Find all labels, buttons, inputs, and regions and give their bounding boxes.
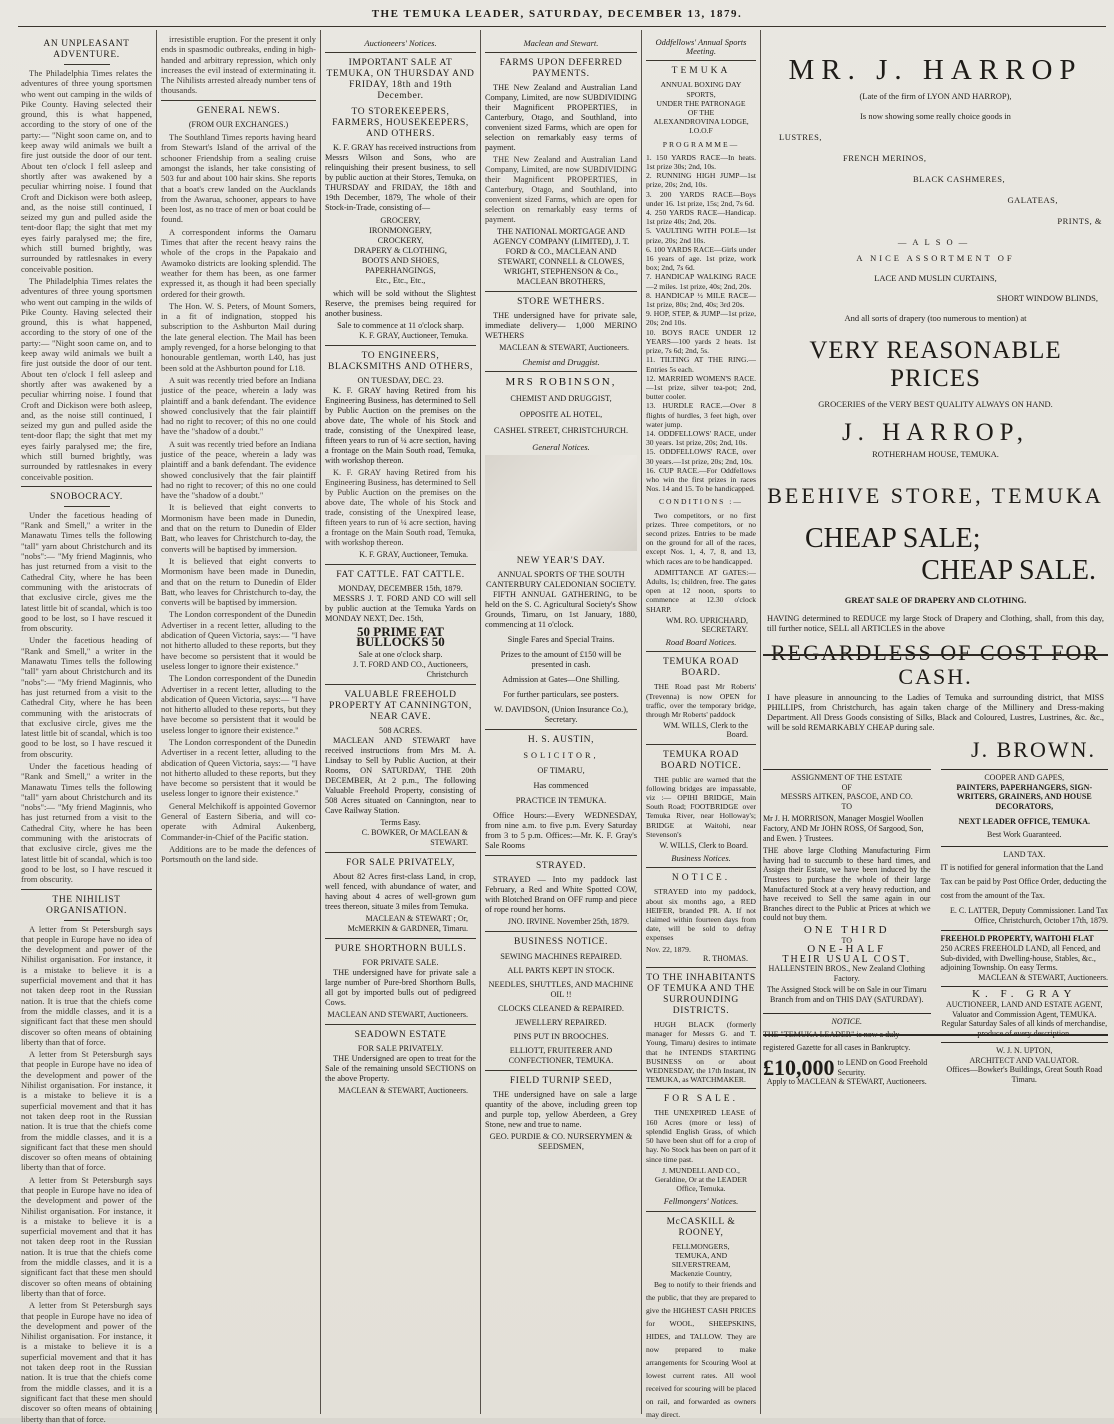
divider bbox=[646, 651, 756, 652]
event-list bbox=[646, 153, 756, 494]
ad-text: Office Hours:—Every WEDNESDAY, from nine a.m. to five p.m. Every Saturday from 3 to 5 p.m. Offices:—Mr. K. F. Gray's Sale Rooms bbox=[485, 811, 637, 850]
ad-heading: NEW YEAR'S DAY. bbox=[516, 556, 606, 566]
article-text: Under the facetious heading of "Rank and Smell," a writer in the Manawatu Times tells the following "tall" yarn about Christchurch and its "nobs":— "My friend Maginnis, who has just returned from a visit to the Cathedral City, where he has been communing with the aristocrats of that exclusive circle, gives me the latest little bit of scandal, which is too good to be lost, so I have rescued it from obscurity. bbox=[21, 509, 152, 634]
ad-line: ALL PARTS KEPT IN STOCK. bbox=[507, 966, 615, 975]
ad-text: —ALSO— bbox=[897, 237, 974, 247]
ad-text: GROCERIES of the VERY BEST QUALITY ALWAYS ON HAND. bbox=[818, 399, 1053, 409]
ad-separator bbox=[763, 1034, 1108, 1036]
event-item: 9. HOP, STEP, & JUMP—1st prize, 20s; 2nd 10s. bbox=[646, 309, 756, 328]
ad-text: to LEND on Good Freehold Security. bbox=[837, 1058, 928, 1077]
ad-line: TEMUKA, AND SILVERSTREAM, bbox=[671, 1250, 731, 1269]
ad-text: FIFTH ANNUAL GATHERING, to be held on the S. C. Agricultural Society's Show Grounds, Timaru, on 1st January, 1880, commencing at 11 o'clock. bbox=[485, 590, 637, 629]
lower-ads-left bbox=[763, 769, 931, 1087]
article-text: The London correspondent of the Dunedin Advertiser in a recent letter, alluding to the abdication of Queen Victoria, says:— "I have not hitherto alluded to these reports, but they have become so persistent that it would be useless longer to ignore their existence." bbox=[161, 673, 316, 735]
article-text: General Melchikoff is appointed Governor General of Eastern Siberia, and will co-operate with Admiral Aukenberg, Commander-in-Chief of the Pacific station. bbox=[161, 800, 316, 842]
ad-text: 508 ACRES. bbox=[379, 726, 422, 735]
ad-line: Single Fares and Special Trains. bbox=[507, 635, 615, 644]
ad-text: THE undersigned have for private sale a large number of Pure-bred Shorthorn Bulls, all got by imported bulls out of pedigreed Cows. bbox=[325, 968, 476, 1007]
ad-text: THE undersigned have for private sale, immediate delivery— 1,000 MERINO WETHERS bbox=[485, 311, 637, 340]
ad-text: STRAYED — Into my paddock last February, a Red and White Spotted COW, with Blotched Brand on OFF rump and piece of rope round her horns. bbox=[485, 875, 637, 914]
ad-signature: WM. WILLS, Clerk to the Board. bbox=[663, 721, 748, 740]
ad-heading: IMPORTANT SALE AT TEMUKA, ON THURSDAY AND FRIDAY, 18th and 19th December. bbox=[326, 58, 475, 101]
ad-headline: CHEAP SALE. bbox=[921, 555, 1096, 586]
ad-text: HAVING determined to REDUCE my large Stock of Drapery and Clothing, shall, from this day, till further notice, SELL all ARTICLES in the above bbox=[767, 613, 1104, 633]
article-text: The Southland Times reports having heard from Stewart's Island of the arrival of the schooner Friendship from a sealing cruise amongst the islands, her take consisting of 503 fur and about 100 hair skins. She reports that a boat's crew landed on the Aucklands from the Awarua, schooner, appears to have been lost, as no trace of men or boat could be found. bbox=[161, 132, 316, 225]
article-text: irresistible eruption. For the present it only ends in spasmodic outbreaks, ending in high-handed and arbitrary repression, which only increases the evil instead of exterminating it. The Nihilists arrested already number tens of thousands. bbox=[161, 34, 316, 96]
heading-rule bbox=[64, 920, 110, 921]
ad-headline: ONE-HALF bbox=[807, 943, 887, 956]
ad-signature: E. C. LATTER, Deputy Commissioner. Land Tax Office, Christchurch, October 17th, 1879. bbox=[950, 906, 1108, 925]
ad-headline: THEIR USUAL COST. bbox=[782, 953, 912, 965]
ad-subheading: FOR PRIVATE SALE. bbox=[362, 958, 439, 967]
section-label: Road Board Notices. bbox=[665, 637, 737, 648]
column-4 bbox=[482, 34, 640, 1412]
ad-text: THE Road past Mr Roberts' (Trevenna) is now OPEN for traffic, over the temporary bridge, through Mr Roberts' paddock bbox=[646, 682, 756, 719]
article-text: Additions are to be made the defences of Portsmouth on the land side. bbox=[161, 843, 316, 865]
ad-headline: CHEAP SALE; bbox=[805, 523, 981, 554]
ad-list-item: CROCKERY, bbox=[377, 236, 424, 245]
ad-signature: ELLIOTT, FRUITERER AND CONFECTIONER, TEMUKA. bbox=[508, 1046, 614, 1065]
article-text: Under the facetious heading of "Rank and Smell," a writer in the Manawatu Times tells the following "tall" yarn about Christchurch and its "nobs":— "My friend Maginnis, who has just returned from a visit to the Cathedral City, where he has been communing with the aristocrats of that exclusive circle, gives me the latest little bit of scandal, which is too good to be lost, so I have rescued it from obscurity. bbox=[21, 635, 152, 759]
article-text: The Philadelphia Times relates the adventures of three young sportsmen who went out camping in the wilds of Pike County. Having selected their ground, this is what happened, according to the story of one of the party:— "Night soon came on, and to keep away wild animals we built a fire just outside the door of our tent. About ten o'clock I fell asleep and shortly after was awakened by a peculiar whirring noise. I found that Croft and Dickison were both asleep, and, as the noise still continued, I seized my gun and pulled aside the tent-door flap; the sight that met my eyes fairly paralysed me; the fire, which still burned brightly, was surrounded by rattlesnakes in every conceivable position. bbox=[21, 68, 152, 274]
ad-line: CASHEL STREET, CHRISTCHURCH. bbox=[493, 426, 629, 435]
ad-text: which will be sold without the Slightest Reserve, the premises being required for another business. bbox=[325, 289, 476, 318]
article-text: A letter from St Petersburgh says that people in Europe have no idea of the development and power of the Nihilist organisation. For instance, it is a mistake to believe it is a superficial movement and that it has not taken deep root in the Russian nation. It is true that the chiefs come from the middle classes, and it is a significant fact that these men should discover so often means of obtaining liberty than that of force. bbox=[21, 1049, 152, 1173]
event-item: 13. HURDLE RACE.—Over 8 flights of hurdles, 3 feet high, over water jump. bbox=[646, 401, 756, 429]
ad-headline: J. HARROP, bbox=[841, 419, 1030, 446]
ad-line: Mackenzie Country, bbox=[670, 1269, 732, 1279]
section-label: Chemist and Druggist. bbox=[522, 357, 600, 367]
ad-separator bbox=[763, 654, 1108, 656]
ad-heading: FARMS UPON DEFERRED PAYMENTS. bbox=[499, 58, 623, 79]
ad-signature: K. F. GRAY, Auctioneer, Temuka. bbox=[359, 550, 468, 559]
ad-text: PAINTERS, PAPERHANGERS, SIGN-WRITERS, GRAINERS, AND HOUSE DECORATORS, bbox=[956, 782, 1093, 811]
ad-heading: STRAYED. bbox=[535, 861, 587, 871]
ad-text: THE Undersigned are open to treat for the Sale of the remaining unsold SECTIONS on the above Property. bbox=[325, 1054, 476, 1083]
event-item: 2. RUNNING HIGH JUMP—1st prize, 20s; 2nd, 10s. bbox=[646, 171, 756, 190]
divider bbox=[325, 938, 476, 939]
ad-heading: TEMUKA ROAD BOARD. bbox=[662, 657, 739, 679]
ad-line: PINS PUT IN BROOCHES. bbox=[513, 1032, 609, 1041]
goods-item: BLACK CASHMERES, bbox=[913, 174, 1006, 184]
ad-signature: W. WILLS, Clerk to Board. bbox=[659, 841, 748, 851]
divider bbox=[646, 867, 756, 868]
ad-text: THE undersigned have on sale a large quantity of the above, including green top and purple top, yellow Aberdeen, a Grey Stone, new and true to name. bbox=[485, 1090, 637, 1129]
ad-signature: C. BOWKER, Or MACLEAN & STEWART. bbox=[361, 828, 468, 847]
ad-text: THE public are warned that the following bridges are impassable, viz :— OPIHI BRIDGE, Main South Road; FOOTBRIDGE over Temuka River, near Holloway's; BRIDGE at Waitohi, near Stevenson's bbox=[646, 774, 756, 839]
section-label: Fellmongers' Notices. bbox=[663, 1196, 739, 1207]
ad-text: THE "TEMUKA LEADER" is now a duly registered Gazette for all cases in Bankruptcy. bbox=[763, 1030, 911, 1053]
masthead: THE TEMUKA LEADER, SATURDAY, DECEMBER 13, 1879. bbox=[371, 8, 743, 20]
column-rule bbox=[760, 30, 761, 1414]
ad-text: MESSRS J. T. FORD AND CO will sell by public auction at the Temuka Yards on MONDAY NEXT, Dec. 15th, bbox=[325, 594, 476, 623]
ad-signature: JNO. IRVINE. November 25th, 1879. bbox=[507, 917, 629, 926]
article-text: A suit was recently tried before an Indiana justice of the peace, wherein a lady was plaintiff and a bank defendant. The evidence showed conclusively that the fair plaintiff had no right to recover; of this no one could have the "shadow of a doubt." bbox=[161, 438, 316, 501]
column-rule bbox=[320, 30, 321, 1414]
ad-text: About 82 Acres first-class Land, in crop, well fenced, with abundance of water, and having about 4 acres of well-grown gum trees thereon, situate 3 miles from Temuka. bbox=[325, 872, 476, 911]
ad-heading: H. S. AUSTIN, bbox=[527, 735, 595, 745]
divider bbox=[325, 345, 476, 346]
ad-heading: FOR SALE PRIVATELY, bbox=[345, 858, 456, 868]
ad-line: For further particulars, see posters. bbox=[503, 690, 619, 699]
divider bbox=[21, 889, 152, 890]
ad-heading: VALUABLE FREEHOLD PROPERTY AT CANNINGTON, NEAR CAVE. bbox=[329, 690, 472, 722]
ad-heading: TO THE INHABITANTS OF TEMUKA AND THE SURROUNDING DISTRICTS. bbox=[646, 973, 756, 1017]
goods-item: PRINTS, & bbox=[1057, 216, 1102, 226]
article-heading: SNOBOCRACY. bbox=[50, 491, 123, 502]
article-heading: THE NIHILIST ORGANISATION. bbox=[46, 894, 127, 916]
divider bbox=[646, 744, 756, 745]
ad-heading: LAND TAX. bbox=[941, 846, 1109, 860]
ad-list-item: GROCERY, bbox=[380, 216, 421, 225]
divider bbox=[485, 291, 637, 292]
ad-signature: J. BROWN. bbox=[971, 737, 1096, 762]
ad-text: Is now showing some really choice goods in bbox=[860, 111, 1011, 121]
ad-heading: TO STOREKEEPERS, FARMERS, HOUSEKEEPERS, AND OTHERS. bbox=[332, 107, 469, 139]
ad-subheading: GREAT SALE OF DRAPERY AND CLOTHING. bbox=[844, 595, 1027, 605]
ad-signature: R. THOMAS. bbox=[703, 953, 748, 963]
event-item: 15. ODDFELLOWS' RACE, over 30 years.—1st prize, 20s; 2nd, 10s. bbox=[646, 447, 756, 466]
ad-line: Prizes to the amount of £150 will be presented in cash. bbox=[500, 650, 622, 669]
ad-list bbox=[325, 216, 476, 286]
ad-date: MONDAY, DECEMBER 15th, 1879. bbox=[338, 584, 463, 593]
column-2 bbox=[158, 34, 319, 1412]
article-text: Under the facetious heading of "Rank and Smell," a writer in the Manawatu Times tells the following "tall" yarn about Christchurch and its "nobs":— "My friend Maginnis, who has just returned from a visit to the Cathedral City, where he has been communing with the aristocrats of that exclusive circle, gives me the latest little bit of scandal, which is too good to be lost, so I have rescued it from obscurity. bbox=[21, 761, 152, 885]
ad-signature: WM. RO. UPRICHARD, SECRETARY. bbox=[665, 615, 748, 634]
ad-signature: HALLENSTEIN BROS., New Zealand Clothing Factory. bbox=[768, 964, 925, 983]
divider bbox=[646, 967, 756, 968]
ad-heading: TEMUKA ROAD BOARD NOTICE. bbox=[660, 749, 742, 771]
ad-text: The Assigned Stock will be on Sale in our Timaru Branch from and on THIS DAY (SATURDAY). bbox=[766, 985, 927, 1005]
ad-heading: ASSIGNMENT OF THE ESTATE bbox=[763, 769, 931, 783]
column-5 bbox=[643, 34, 759, 1420]
ad-text: AUCTIONEER, LAND AND ESTATE AGENT, bbox=[945, 999, 1103, 1009]
section-label: Auctioneers' Notices. bbox=[364, 38, 437, 48]
article-text: It is believed that eight converts to Mormonism have been made in Dunedin, and that on the return to Dunedin of Elder Batt, who leaves for Christchurch to-day, the converts will be baptised by immersion. bbox=[161, 502, 316, 554]
ad-text: THE UNEXPIRED LEASE of 160 Acres (more or less) of splendid English Grass, of which 50 have been shut off for a crop of hay. No Stock has been on part of it since time past. bbox=[646, 1108, 756, 1164]
divider bbox=[485, 1070, 637, 1071]
ad-text: NEXT LEADER OFFICE, TEMUKA. bbox=[958, 817, 1090, 827]
ad-text: 250 ACRES FREEHOLD LAND, all Fenced, and Sub-divided, with Dwelling-house, Stables, &c., adjoining Township. On easy Terms. bbox=[940, 943, 1101, 973]
ad-line: OF THE bbox=[687, 108, 715, 118]
lower-ads-right bbox=[941, 769, 1109, 1087]
divider bbox=[485, 931, 637, 932]
ad-subheading: CONDITIONS :— bbox=[658, 497, 743, 507]
ad-signature: MACLEAN & STEWART ; Or, McMERKIN & GARDNER, Timaru. bbox=[347, 914, 468, 933]
ad-line: FELLMONGERS, bbox=[672, 1241, 730, 1251]
section-label: Maclean and Stewart. bbox=[523, 38, 599, 48]
event-item: 10. BOYS RACE UNDER 12 YEARS—100 yards 2 heats. 1st prize, 7s 6d; 2nd, 5s. bbox=[646, 327, 756, 356]
section-label: General Notices. bbox=[532, 442, 590, 452]
ad-text: TO bbox=[841, 935, 853, 945]
ad-line: NEEDLES, SHUTTLES, AND MACHINE OIL !! bbox=[488, 980, 634, 999]
ad-text: Two competitors, or no first prizes. Three competitors, or no second prizes. Entries to be made on the ground for all of the races, except Nos. 1, 4, 7, 8, and 13, which races are to be handicapped. bbox=[646, 510, 756, 566]
ad-text: LACE AND MUSLIN CURTAINS, bbox=[874, 273, 997, 283]
event-item: 8. HANDICAP ½ MILE RACE—1st prize, 80s; 2nd, 40s; 3rd 20s. bbox=[646, 290, 756, 310]
ad-line: ANNUAL BOXING DAY SPORTS, bbox=[660, 80, 742, 99]
ad-text: K. F. GRAY having Retired from his Engineering Business, has determined to Sell by Public Auction on the premises on the above date, The whole of his Stock and trade, consisting of the Unexpired lease, fifteen years to run of ¼ acre section, having a frontage on the Main South road, Temuka, with workshop thereon. bbox=[325, 468, 476, 547]
ad-headline: REGARDLESS OF COST FOR CASH. bbox=[770, 640, 1101, 689]
ad-signature: MACLEAN & STEWART, Auctioneers. bbox=[978, 972, 1108, 982]
ad-signature: J. MUNDELL AND CO., Geraldine, Or at the LEADER Office, Temuka. bbox=[654, 1165, 748, 1194]
ad-text: K. F. GRAY has received instructions from Messrs Wilson and Sons, who are relinquishing their present business, to sell by public auction at their Stores, Temuka, on THURSDAY and FRIDAY, the 18th and 19th December, 1879, The whole of their Stock-in-Trade, consisting of— bbox=[325, 143, 476, 212]
ad-title: MR. J. HARROP bbox=[788, 54, 1083, 86]
ad-signature: J. T. FORD AND CO., Auctioneers, Christchurch bbox=[353, 660, 468, 679]
article-text: A suit was recently tried before an Indiana justice of the peace, wherein a lady was plaintiff and a bank defendant. The evidence showed conclusively that the fair plaintiff had no right to recover; of this no one could have the "shadow of a doubt." bbox=[161, 374, 316, 437]
section-label: NOTICE. bbox=[763, 1013, 931, 1027]
lower-ads bbox=[763, 769, 1108, 1087]
ad-text: K. F. GRAY having Retired from his Engineering Business, has determined to Sell by Public Auction on the premises on the above date, The whole of his Stock and trade, consisting of the Unexpired lease, fifteen years to run of ¼ acre section, having a frontage on the Main South road, Temuka, with workshop thereon. bbox=[325, 386, 476, 465]
ad-text: Sale at one o'clock sharp. bbox=[358, 650, 443, 659]
display-ads-column bbox=[763, 34, 1108, 1412]
divider bbox=[325, 852, 476, 853]
heading-rule bbox=[64, 64, 110, 65]
ad-text: Terms Easy. bbox=[380, 818, 421, 827]
column-3 bbox=[322, 34, 479, 1412]
ad-heading: FAT CATTLE. FAT CATTLE. bbox=[336, 570, 465, 580]
ad-heading: STORE WETHERS. bbox=[517, 297, 605, 307]
ad-list-item: PAPERHANGINGS, bbox=[365, 266, 436, 275]
ad-line: ALEXANDROVINA LODGE, I.O.O.F bbox=[653, 117, 749, 136]
ad-date: Nov. 22, 1879. bbox=[646, 944, 691, 954]
divider bbox=[485, 52, 637, 53]
ad-signature: MACLEAN AND STEWART, Auctioneers. bbox=[327, 1010, 468, 1019]
torn-paper-area bbox=[485, 455, 637, 551]
ad-text: THE above large Clothing Manufacturing Firm having had to succumb to these hard times, and Assign their Estate, we have been induced by the Trustees to purchase the whole of their large Manufactured Stock at a very heavy reduction, and have received to Sell the same again in our Branches direct to the Public at Prices at which we could not buy them. bbox=[763, 846, 931, 923]
event-item: 7. HANDICAP WALKING RACE—2 miles. 1st prize, 40s; 2nd, 20s. bbox=[646, 272, 756, 291]
event-item: 6. 100 YARDS RACE—Girls under 16 years of age. 1st prize, work box; 2nd, 7s 6d. bbox=[646, 244, 756, 273]
ad-text: ROTHERHAM HOUSE, TEMUKA. bbox=[872, 449, 999, 459]
ad-list-item: Etc., Etc., Etc., bbox=[375, 276, 426, 285]
ad-signature: K. F. GRAY, Auctioneer, Temuka. bbox=[359, 331, 468, 340]
ad-text: OF bbox=[841, 782, 852, 792]
ad-text: HUGH BLACK (formerly manager for Messrs G. and T. Young, Timaru) desires to intimate that he INTENDS STARTING BUSINESS on or about WEDNESDAY, the 17th Instant, IN TEMUKA, as WATCHMAKER. bbox=[646, 1020, 756, 1085]
ad-heading: FREEHOLD PROPERTY, WAITOHI FLAT bbox=[941, 930, 1109, 944]
article-heading: AN UNPLEASANT ADVENTURE. bbox=[43, 39, 130, 60]
ad-headline: BEEHIVE STORE, TEMUKA bbox=[767, 483, 1104, 508]
ad-line: CLOCKS CLEANED & REPAIRED. bbox=[497, 1004, 624, 1013]
divider bbox=[646, 1088, 756, 1089]
ad-list-item: DRAPERY & CLOTHING, bbox=[353, 246, 448, 255]
ad-text: TO bbox=[841, 801, 853, 811]
article-text: The London correspondent of the Dunedin Advertiser in a recent letter, alluding to the abdication of Queen Victoria, says:— "I have not hitherto alluded to these reports, but they have become so persistent that it would be useless longer to ignore their existence." bbox=[161, 609, 316, 671]
ad-heading: NOTICE. bbox=[671, 873, 731, 884]
section-label: Business Notices. bbox=[671, 853, 731, 864]
ad-heading: PURE SHORTHORN BULLS. bbox=[334, 944, 467, 954]
event-item: 14. ODDFELLOWS' RACE, under 30 years. 1st prize, 20s; 2nd, 10s. bbox=[646, 428, 756, 448]
ad-headline: ONE THIRD bbox=[803, 923, 890, 936]
ad-heading: TO ENGINEERS, BLACKSMITHS AND OTHERS, bbox=[328, 351, 473, 372]
ad-signature: THE NATIONAL MORTGAGE AND AGENCY COMPANY (LIMITED), J. T. FORD & CO., MACLEAN AND STEWART, CONNELL & CLOWES, WRIGHT, STEPHENSON & Co., MACLEAN BROTHERS, bbox=[492, 227, 630, 286]
ad-text: ADMITTANCE AT GATES:—Adults, 1s; children, free. The gates open at 12 noon, sports to commence at 12.30 o'clock SHARP. bbox=[646, 567, 756, 614]
section-label: Oddfellows' Annual Sports Meeting. bbox=[655, 37, 747, 57]
goods-item: GALATEAS, bbox=[1007, 195, 1058, 205]
ad-line: UNDER THE PATRONAGE bbox=[656, 98, 746, 108]
ad-line: OPPOSITE AL HOTEL, bbox=[519, 410, 603, 419]
ad-text: STRAYED into my paddock, about six months ago, a RED HEIFER, branded PR. A. If not claimed within fourteen days from date, will be sold to defray expenses bbox=[646, 887, 756, 943]
ad-text: MACLEAN AND STEWART have received instructions from Mrs M. A. Lindsay to Sell by Public Auction, at their Rooms, ON SATURDAY, THE 20th DECEMBER, At 2 p.m., The following Valuable Freehold Property, consisting of 508 Acres situated on Cannington, near to Cave Railway Station. bbox=[325, 736, 476, 815]
divider bbox=[485, 371, 637, 372]
goods-item: FRENCH MERINOS, bbox=[843, 153, 927, 163]
ad-heading: TEMUKA bbox=[671, 66, 731, 77]
ad-heading: McCASKILL & ROONEY, bbox=[666, 1216, 736, 1238]
loan-amount: £10,000 bbox=[763, 1055, 835, 1081]
column-rule bbox=[480, 30, 481, 1414]
ad-heading: SEADOWN ESTATE bbox=[354, 1030, 447, 1040]
event-item: 3. 200 YARDS RACE—Boys under 16. 1st prize, 15s; 2nd, 7s 6d. bbox=[646, 189, 756, 208]
ad-signature: Apply to MACLEAN & STEWART, Auctioneers. bbox=[766, 1077, 927, 1087]
loan-ad bbox=[763, 1055, 931, 1081]
ad-text: Valuator and Commission Agent, TEMUKA. Regular Saturday Sales of all kinds of merchandise, produce of every description. bbox=[941, 1009, 1108, 1038]
ad-text: SHORT WINDOW BLINDS, bbox=[996, 293, 1098, 303]
article-heading: GENERAL NEWS. bbox=[196, 105, 281, 116]
ad-text: Offices—Bowker's Buildings, Great South Road Timaru. bbox=[946, 1065, 1103, 1085]
ad-line: PRACTICE IN TEMUKA. bbox=[515, 796, 607, 805]
event-item: 4. 250 YARDS RACE—Handicap. 1st prize 40s; 2nd, 20s. bbox=[646, 208, 756, 227]
article-text: It is believed that eight converts to Mormonism have been made in Dunedin, and that on the return to Dunedin of Elder Batt, who leaves for Christchurch to-day, the converts will be baptised by immersion. bbox=[161, 555, 316, 608]
ad-line: JEWELLERY REPAIRED. bbox=[515, 1018, 607, 1027]
divider bbox=[485, 855, 637, 856]
ad-date: ON TUESDAY, DEC. 23. bbox=[357, 376, 444, 385]
divider bbox=[325, 1024, 476, 1025]
ad-subheading: ANNUAL SPORTS OF THE SOUTH CANTERBURY CALEDONIAN SOCIETY. bbox=[485, 570, 637, 589]
event-item: 12. MARRIED WOMEN'S RACE.—1st prize, silver tea-pot; 2nd, butter cooler. bbox=[646, 373, 756, 402]
article-text: A letter from St Petersburgh says that people in Europe have no idea of the development and power of the Nihilist organisation. For instance, it is a mistake to believe it is a superficial movement and that it has not taken deep root in the Russian nation. It is true that the chiefs come from the middle classes, and it is a significant fact that these men should discover so often means of obtaining liberty than that of force. bbox=[21, 1174, 152, 1298]
ad-text: ARCHITECT AND VALUATOR. bbox=[969, 1055, 1079, 1065]
ad-text: A NICE ASSORTMENT OF bbox=[856, 253, 1015, 263]
column-1 bbox=[18, 34, 155, 1424]
ad-text: Best Work Guaranteed. bbox=[986, 829, 1062, 839]
article-text: A correspondent informs the Oamaru Times that after the recent heavy rains the whole of the crops in the Papakaio and Awamoko districts are looking splendid. The weather for them has been, as one farmer expressed it, as though it had been specially ordered for their growth. bbox=[161, 226, 316, 299]
ad-text: I have pleasure in announcing to the Ladies of Temuka and surrounding district, that MISS PHILLIPS, from Christchurch, has again taken charge of the Millinery and Dress-making Department. All Dress Goods consisting of Silks, Black and Coloured, Lustres, Lustrines, &c. &c., will be sold REMARKABLY CHEAP during sale. bbox=[767, 693, 1104, 732]
ad-line: OF TIMARU, bbox=[537, 766, 585, 775]
heading-rule bbox=[64, 506, 110, 507]
article-text: A letter from St Petersburgh says that people in Europe have no idea of the development and power of the Nihilist organisation. For instance, it is a mistake to believe it is a superficial movement and that it has not taken deep root in the Russian nation. It is true that the chiefs come from the middle classes, and it is a significant fact that these men should discover so often means of obtaining liberty than that of force. bbox=[21, 1300, 152, 1424]
article-text: A letter from St Petersburgh says that people in Europe have no idea of the development and power of the Nihilist organisation. For instance, it is a mistake to believe it is a superficial movement and that it has not taken deep root in the Russian nation. It is true that the chiefs come from the middle classes, and it is a significant fact that these men should discover so often means of obtaining liberty than that of force. bbox=[21, 923, 152, 1047]
ad-heading: FOR SALE. bbox=[664, 1094, 738, 1105]
ad-text: Beg to notify to their friends and the public, that they are prepared to give the HIGHEST CASH PRICES for WOOL, SHEEPSKINS, HIDES, and TALLOW. They are now prepared to make arrangements for Scouring Wool at lowest current rates. All wool received for scouring will be placed on rail, and forwarded as owners may direct. bbox=[646, 1280, 756, 1420]
ad-text: IT is notified for general information that the Land Tax can be paid by Post Office Order, deducting the cost from the amount of the Tax. bbox=[940, 863, 1107, 901]
ad-line: SEWING MACHINES REPAIRED. bbox=[500, 952, 622, 961]
ad-subtitle: (Late of the firm of LYON AND HARROP), bbox=[859, 91, 1012, 101]
ad-text: And all sorts of drapery (too numerous to mention) at bbox=[844, 313, 1027, 323]
ad-text: MESSRS AITKEN, PASCOE, AND CO. bbox=[780, 792, 913, 802]
ad-text: Mr J. H. MORRISON, Manager Mosgiel Woollen Factory, AND Mr JOHN ROSS, Of Sargood, Son, and Ewen. } Trustees. bbox=[763, 814, 924, 843]
divider bbox=[21, 486, 152, 487]
ad-line: SOLICITOR, bbox=[523, 751, 599, 760]
divider bbox=[485, 729, 637, 730]
ad-list-item: IRONMONGERY, bbox=[369, 226, 432, 235]
column-rule bbox=[641, 30, 642, 1414]
ad-list-item: BOOTS AND SHOES, bbox=[361, 256, 440, 265]
ad-text: THE New Zealand and Australian Land Company, Limited, are now SUBDIVIDING their Magnificent PROPERTIES, in Canterbury, Otago, and Southland, into convenient sized Farms, which are open for selection on remarkably easy terms of payment. bbox=[485, 83, 637, 152]
ad-heading: MRS ROBINSON, bbox=[505, 376, 617, 388]
ad-headline: VERY REASONABLE PRICES bbox=[809, 337, 1062, 392]
event-item: 5. VAULTING WITH POLE—1st prize, 20s; 2nd 10s. bbox=[646, 226, 756, 245]
ad-subheading: FOR SALE PRIVATELY. bbox=[357, 1044, 444, 1053]
ad-heading: FIELD TURNIP SEED, bbox=[509, 1076, 613, 1086]
ad-line: Admission at Gates—One Shilling. bbox=[502, 675, 620, 684]
article-subheading: (FROM OUR EXCHANGES.) bbox=[188, 119, 289, 129]
column-rule bbox=[156, 30, 157, 1414]
divider bbox=[325, 52, 476, 53]
event-item: 16. CUP RACE.—For Oddfellows who win the first prizes in races Nos. 14 and 15. To be handicapped. bbox=[646, 465, 756, 494]
goods-item: LUSTRES, bbox=[779, 132, 822, 142]
divider bbox=[325, 684, 476, 685]
ad-line: CHEMIST AND DRUGGIST, bbox=[510, 394, 612, 403]
ad-signature: GEO. PURDIE & CO. NURSERYMEN & SEEDSMEN, bbox=[489, 1132, 633, 1151]
ad-feature: 50 PRIME FAT BULLOCKS 50 bbox=[356, 624, 445, 649]
ad-signature: MACLEAN & STEWART, Auctioneers. bbox=[338, 1086, 468, 1095]
article-text: The Philadelphia Times relates the adventures of three young sportsmen who went out camping in the wilds of Pike County. Having selected their ground, this is what happened, according to the story of one of the party:— "Night soon came on, and to keep away wild animals we built a fire just outside the door of our tent. About ten o'clock I fell asleep and shortly after was awakened by a peculiar whirring noise. I found that Croft and Dickison were both asleep, and, as the noise still continued, I seized my gun and pulled aside the tent-door flap; the sight that met my eyes fairly paralysed me; the fire, which still burned brightly, was surrounded by rattlesnakes in every conceivable position. bbox=[21, 275, 152, 482]
ad-heading: BUSINESS NOTICE. bbox=[513, 937, 609, 947]
ad-heading: COOPER AND GAPES, bbox=[941, 769, 1109, 783]
divider bbox=[161, 100, 316, 101]
ad-signature: W. DAVIDSON, (Union Insurance Co.), Secretary. bbox=[493, 705, 629, 724]
ad-subheading: PROGRAMME— bbox=[662, 139, 740, 149]
ad-line: Has commenced bbox=[533, 781, 589, 790]
event-item: 11. TILTING AT THE RING.—Entries 5s each. bbox=[646, 355, 756, 374]
article-text: The London correspondent of the Dunedin Advertiser in a recent letter, alluding to the abdication of Queen Victoria, says:— "I have not hitherto alluded to these reports, but they have become so persistent that it would be useless longer to ignore their existence." bbox=[161, 737, 316, 799]
ad-heading: W. J. N. UPTON, bbox=[941, 1042, 1109, 1056]
masthead-rule bbox=[18, 26, 1106, 27]
ad-signature: MACLEAN & STEWART, Auctioneers. bbox=[499, 343, 629, 352]
divider bbox=[646, 60, 756, 61]
ad-text: Sale to commence at 11 o'clock sharp. bbox=[337, 321, 464, 330]
article-text: The Hon. W. S. Peters, of Mount Somers, in a fit of indignation, stopped his subscription to the Ashburton Mail during the late general election. The Mail has been amply revenged, for a horse belonging to that honourable gentleman, worth L40, has just been sold at the Ashburton pound for L18. bbox=[161, 300, 316, 373]
ad-headline: K. F. GRAY bbox=[941, 986, 1109, 1000]
ad-text: THE New Zealand and Australian Land Company, Limited, are now SUBDIVIDING their Magnificent PROPERTIES, in Canterbury, Otago, and Southland, into convenient sized Farms, which are open for selection on remarkably easy terms of payment. bbox=[485, 155, 637, 224]
event-item: 1. 150 YARDS RACE—In heats. 1st prize 30s; 2nd, 10s. bbox=[646, 152, 756, 172]
divider bbox=[646, 1211, 756, 1212]
divider bbox=[325, 564, 476, 565]
